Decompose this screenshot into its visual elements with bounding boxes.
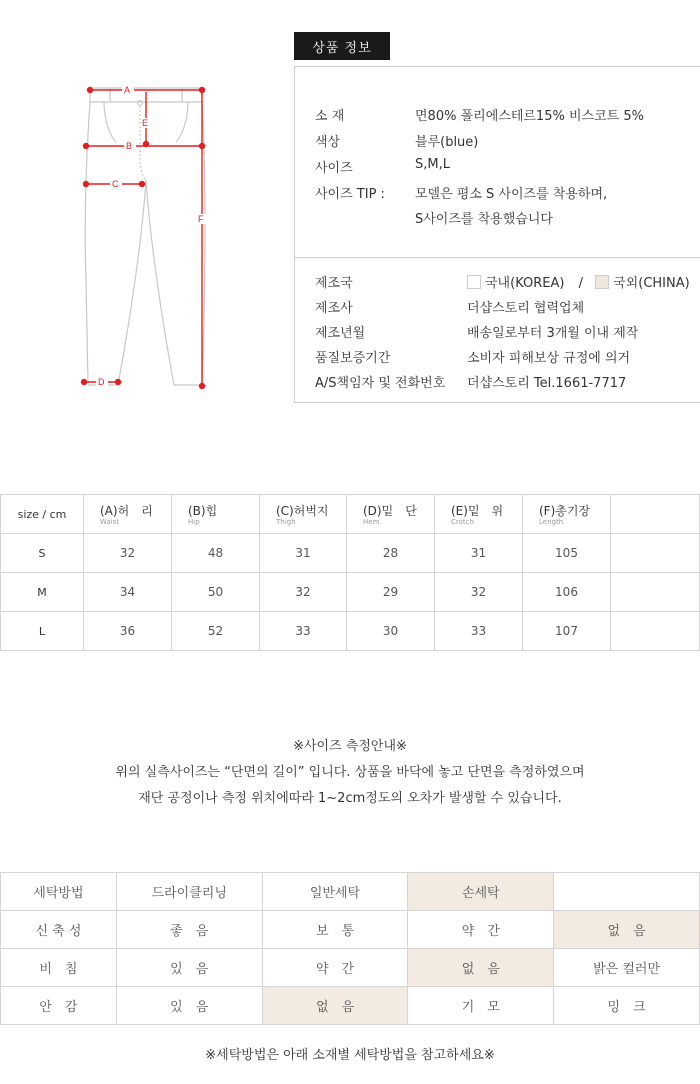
row-size: L — [1, 612, 84, 651]
header-crotch: (E)밑 위 Crotch — [435, 495, 523, 534]
as-value: 더샵스토리 Tel.1661-7717 — [467, 376, 627, 391]
wash-row-stretch — [1, 911, 700, 949]
table-cell: 33 — [435, 612, 523, 651]
table-cell: 28 — [347, 534, 435, 573]
wash-cell: 있 음 — [116, 949, 262, 987]
as-label: A/S책임자 및 전화번호 — [315, 376, 446, 391]
table-cell: 48 — [172, 534, 260, 573]
table-cell: 32 — [435, 573, 523, 612]
size-table-header — [1, 495, 700, 534]
material-label: 소 재 — [315, 109, 345, 124]
header-thigh: (C)허벅지 Thigh — [260, 495, 347, 534]
maker-label: 제조사 — [315, 301, 353, 316]
wash-cell: 밝은 컬러만 — [554, 949, 700, 987]
wash-cell: 세탁방법 — [1, 873, 117, 911]
wash-footer-note: ※세탁방법은 아래 소재별 세탁방법을 참고하세요※ — [205, 1048, 495, 1063]
diagram-label-f: F — [198, 214, 204, 224]
table-cell: 32 — [260, 573, 347, 612]
table-cell: 33 — [260, 612, 347, 651]
size-label: 사이즈 — [315, 161, 353, 176]
wash-cell: 보 통 — [262, 911, 408, 949]
table-cell: 32 — [84, 534, 172, 573]
header-length: (F)총기장 Length — [523, 495, 611, 534]
checkbox-korea — [467, 275, 481, 289]
table-cell: 105 — [523, 534, 611, 573]
wash-cell-selected: 없 음 — [408, 949, 554, 987]
pants-diagram — [70, 80, 220, 400]
table-row — [1, 612, 700, 651]
table-cell — [611, 612, 700, 651]
wash-cell: 비 침 — [1, 949, 117, 987]
color-label: 색상 — [315, 135, 341, 150]
wash-cell: 드라이클리닝 — [116, 873, 262, 911]
diagram-label-e: E — [142, 118, 149, 128]
table-cell: 106 — [523, 573, 611, 612]
diagram-label-d: D — [98, 377, 105, 387]
wash-cell-selected: 없 음 — [262, 987, 408, 1025]
table-cell: 107 — [523, 612, 611, 651]
size-note-line2: 재단 공정이나 측정 위치에따라 1~2cm정도의 오차가 발생할 수 있습니다. — [138, 791, 562, 806]
origin-separator: / — [578, 276, 583, 291]
size-tip-line2: S사이즈를 착용했습니다 — [415, 212, 553, 227]
diagram-label-a: A — [124, 85, 131, 95]
product-info-box — [294, 66, 700, 403]
wash-cell: 밍 크 — [554, 987, 700, 1025]
table-row — [1, 573, 700, 612]
size-tip-line1: 모델은 평소 S 사이즈를 착용하며, — [415, 187, 608, 202]
table-row — [1, 534, 700, 573]
wash-cell: 일반세탁 — [262, 873, 408, 911]
date-label: 제조년월 — [315, 326, 366, 341]
table-cell — [611, 534, 700, 573]
table-cell: 31 — [260, 534, 347, 573]
size-table — [0, 494, 700, 651]
header-hem: (D)밑 단 Hem — [347, 495, 435, 534]
wash-cell: 좋 음 — [116, 911, 262, 949]
table-cell: 34 — [84, 573, 172, 612]
origin-korea: 국내(KOREA) — [485, 276, 565, 291]
checkbox-china — [595, 275, 609, 289]
wash-cell-selected: 손세탁 — [408, 873, 554, 911]
wash-row-method — [1, 873, 700, 911]
origin-options — [467, 272, 690, 291]
manufacturer-info — [295, 258, 700, 403]
table-cell: 52 — [172, 612, 260, 651]
warranty-value: 소비자 피해보상 규정에 의거 — [467, 351, 631, 366]
size-note-line1: 위의 실측사이즈는 “단면의 길이” 입니다. 상품을 바닥에 놓고 단면을 측정하였으며 — [115, 765, 585, 780]
size-note-title: ※사이즈 측정안내※ — [293, 739, 407, 754]
diagram-label-b: B — [126, 141, 133, 151]
wash-row-sheer — [1, 949, 700, 987]
wash-cell: 약 간 — [262, 949, 408, 987]
table-cell: 50 — [172, 573, 260, 612]
row-size: M — [1, 573, 84, 612]
table-cell: 30 — [347, 612, 435, 651]
table-cell: 31 — [435, 534, 523, 573]
diagram-label-c: C — [112, 179, 119, 189]
wash-table — [0, 872, 700, 1025]
date-value: 배송일로부터 3개월 이내 제작 — [467, 326, 639, 341]
wash-row-lining — [1, 987, 700, 1025]
size-tip-label: 사이즈 TIP : — [315, 187, 385, 202]
size-corner: size / cm — [1, 495, 84, 534]
header-hip: (B)힙 Hip — [172, 495, 260, 534]
header-waist: (A)허 리 Waist — [84, 495, 172, 534]
wash-cell: 약 간 — [408, 911, 554, 949]
warranty-label: 품질보증기간 — [315, 351, 391, 366]
row-size: S — [1, 534, 84, 573]
wash-cell-selected: 없 음 — [554, 911, 700, 949]
table-cell: 36 — [84, 612, 172, 651]
size-value: S,M,L — [415, 157, 450, 172]
product-specs — [295, 67, 700, 258]
header-empty — [611, 495, 700, 534]
color-value: 블루(blue) — [415, 135, 479, 150]
wash-cell: 기 모 — [408, 987, 554, 1025]
wash-cell: 안 감 — [1, 987, 117, 1025]
table-cell — [611, 573, 700, 612]
material-value: 면80% 폴리에스테르15% 비스코트 5% — [415, 109, 644, 124]
wash-cell: 있 음 — [116, 987, 262, 1025]
table-cell: 29 — [347, 573, 435, 612]
wash-cell — [554, 873, 700, 911]
maker-value: 더샵스토리 협력업체 — [467, 301, 585, 316]
wash-cell: 신 축 성 — [1, 911, 117, 949]
origin-china: 국외(CHINA) — [613, 276, 690, 291]
origin-label: 제조국 — [315, 276, 353, 291]
product-info-title: 상품 정보 — [294, 32, 390, 60]
